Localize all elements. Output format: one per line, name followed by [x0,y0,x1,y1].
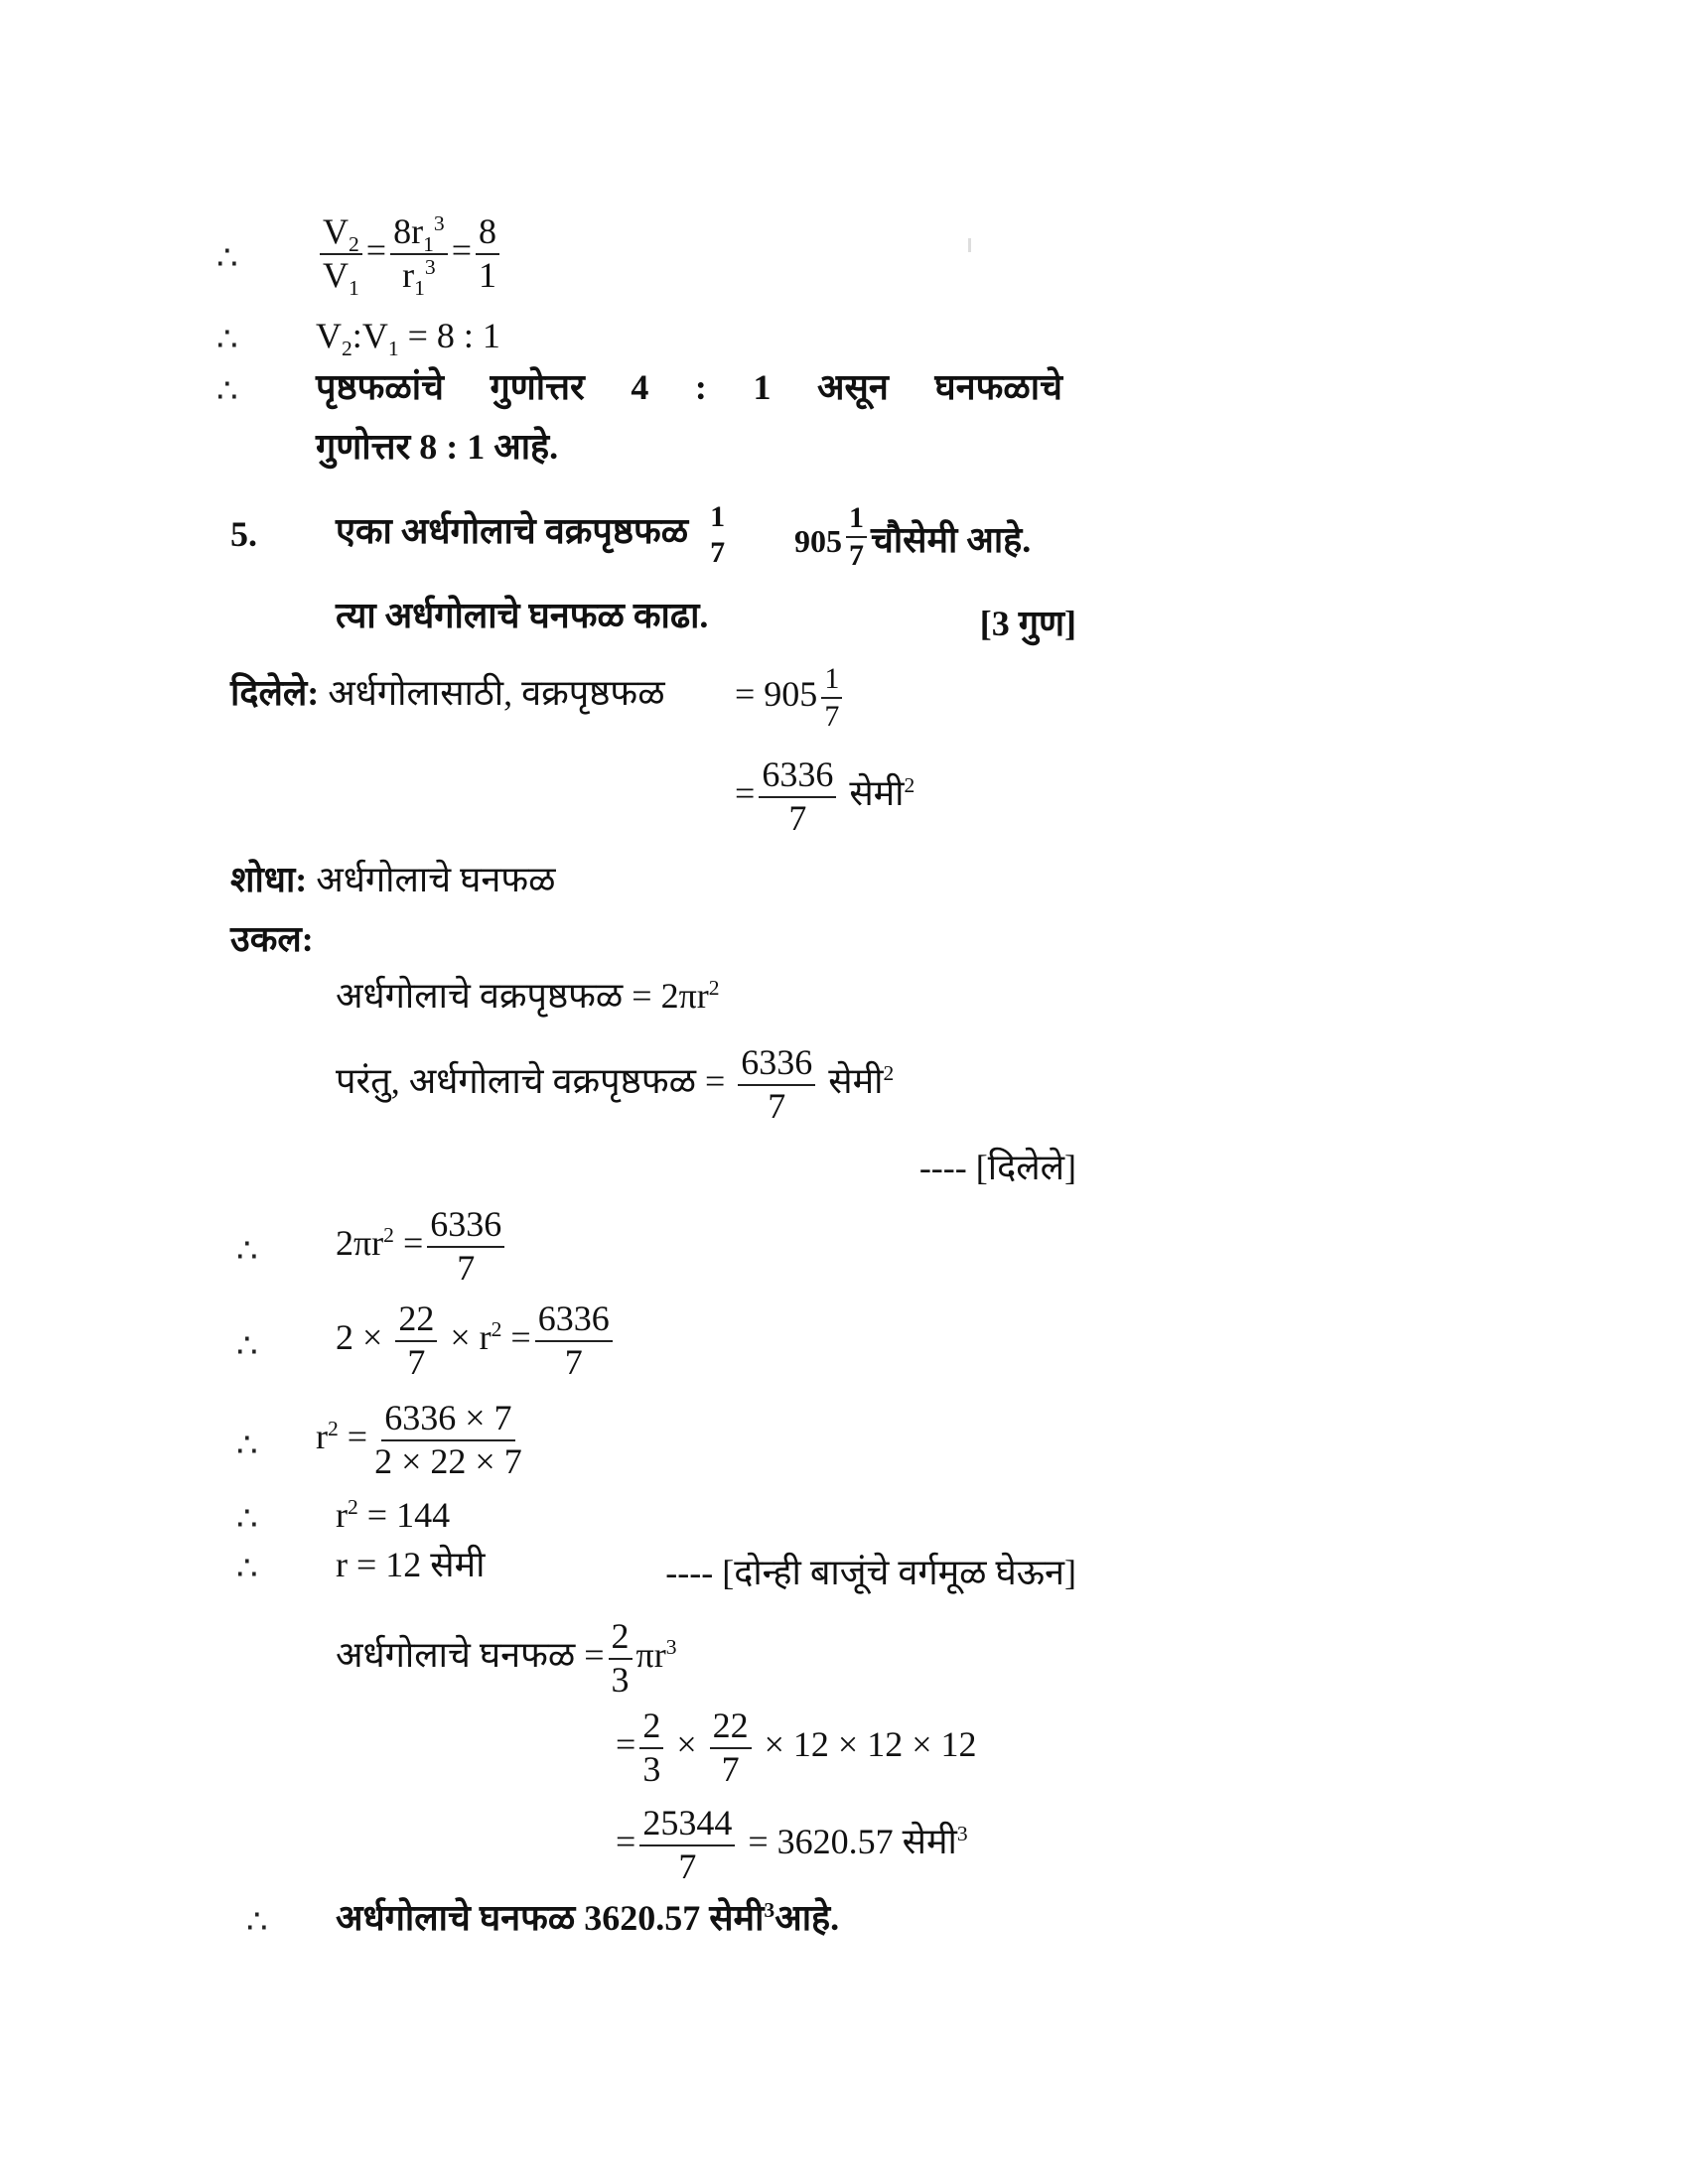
given-label: दिलेले: [230,673,320,713]
volume-ratio-line: $V_2:V_1 = 8$ : 1 [316,316,500,361]
scan-mark [968,238,971,252]
question-text-line-1: एका अर्धगोलाचे वक्रपृष्ठफळ 1 7 [336,500,726,569]
ratio-equation: $\frac{V_2}{V_1}$ = $\frac{8r_1^3}{r_1^3}$ = $\frac{8}{1}$ [316,213,503,295]
solution-label: उकल: [230,919,314,959]
formula-line: अर्धगोलाचे वक्रपृष्ठफळ = $2\pi r^2$ [336,976,720,1016]
therefore-symbol: ∴ [236,1231,258,1271]
volume-formula: अर्धगोलाचे घनफळ = $\frac{2}{3}$ $\pi r^3$ [336,1616,677,1700]
given-value: = 905 $\frac{1}{7}$ [735,663,846,732]
therefore-symbol: ∴ [236,1549,258,1588]
question-number: 5. [230,514,257,554]
step-3: $r^2$ = $\frac{6336 \times 7}{2 \times 22 \times 7}$ [316,1398,522,1481]
find-label: शोधा: [230,860,308,899]
step-1: $2\pi r^2$ = $\frac{6336}{7}$ [336,1206,508,1288]
step-2: 2 × $\frac{22}{7}$ × $r^2$ = $\frac{6336}{7}$ [336,1300,617,1382]
given-value-converted: = $\frac{6336}{7}$ सेमी$^2$ [735,754,915,838]
therefore-symbol: ∴ [236,1326,258,1366]
find-line: शोधा: अर्धगोलाचे घनफळ [230,860,556,899]
therefore-symbol: ∴ [246,1902,268,1942]
therefore-symbol: ∴ [236,1499,258,1539]
therefore-symbol: ∴ [216,320,238,359]
given-area-line: परंतु, अर्धगोलाचे वक्रपृष्ठफळ = $\frac{6336}{7}$ सेमी$^2$ [336,1042,895,1126]
volume-result: = $\frac{25344}{7}$ = 3620.57 सेमी$^3$ [616,1803,968,1886]
question-marks: [3 गुण] [979,604,1076,643]
question-area-value: 905 $\frac{1}{7}$ चौसेमी आहे. [794,501,1032,572]
given-reference: ---- [दिलेले] [918,1148,1076,1187]
therefore-symbol: ∴ [216,238,238,278]
question-text-line-2: त्या अर्धगोलाचे घनफळ काढा. [336,596,709,635]
fraction-8-1: $\frac{8}{1}$ [476,213,499,295]
given-line: दिलेले: अर्धगोलासाठी, वक्रपृष्ठफळ [230,673,665,713]
final-answer: अर्धगोलाचे घनफळ 3620.57 सेमी$^3$आहे. [336,1898,840,1938]
fraction-8r-r: $\frac{8r_1^3}{r_1^3}$ [390,213,448,295]
conclusion-line-1: पृष्ठफळांचे गुणोत्तर 4 : 1 असून घनफळाचे [316,367,1062,407]
therefore-symbol: ∴ [216,371,238,411]
conclusion-line-2: गुणोत्तर 8 : 1 आहे. [316,427,559,467]
therefore-symbol: ∴ [236,1426,258,1465]
step-4: $r^2 = 144$ [336,1495,451,1535]
square-root-note: ---- [दोन्ही बाजूंचे वर्गमूळ घेऊन] [665,1553,1076,1592]
step-5: r = 12 सेमी [336,1545,486,1584]
volume-substitution: = $\frac{2}{3}$ × $\frac{22}{7}$ × 12 × 12 × 12 [616,1706,977,1789]
fraction-v2-v1: $\frac{V_2}{V_1}$ [320,213,362,295]
